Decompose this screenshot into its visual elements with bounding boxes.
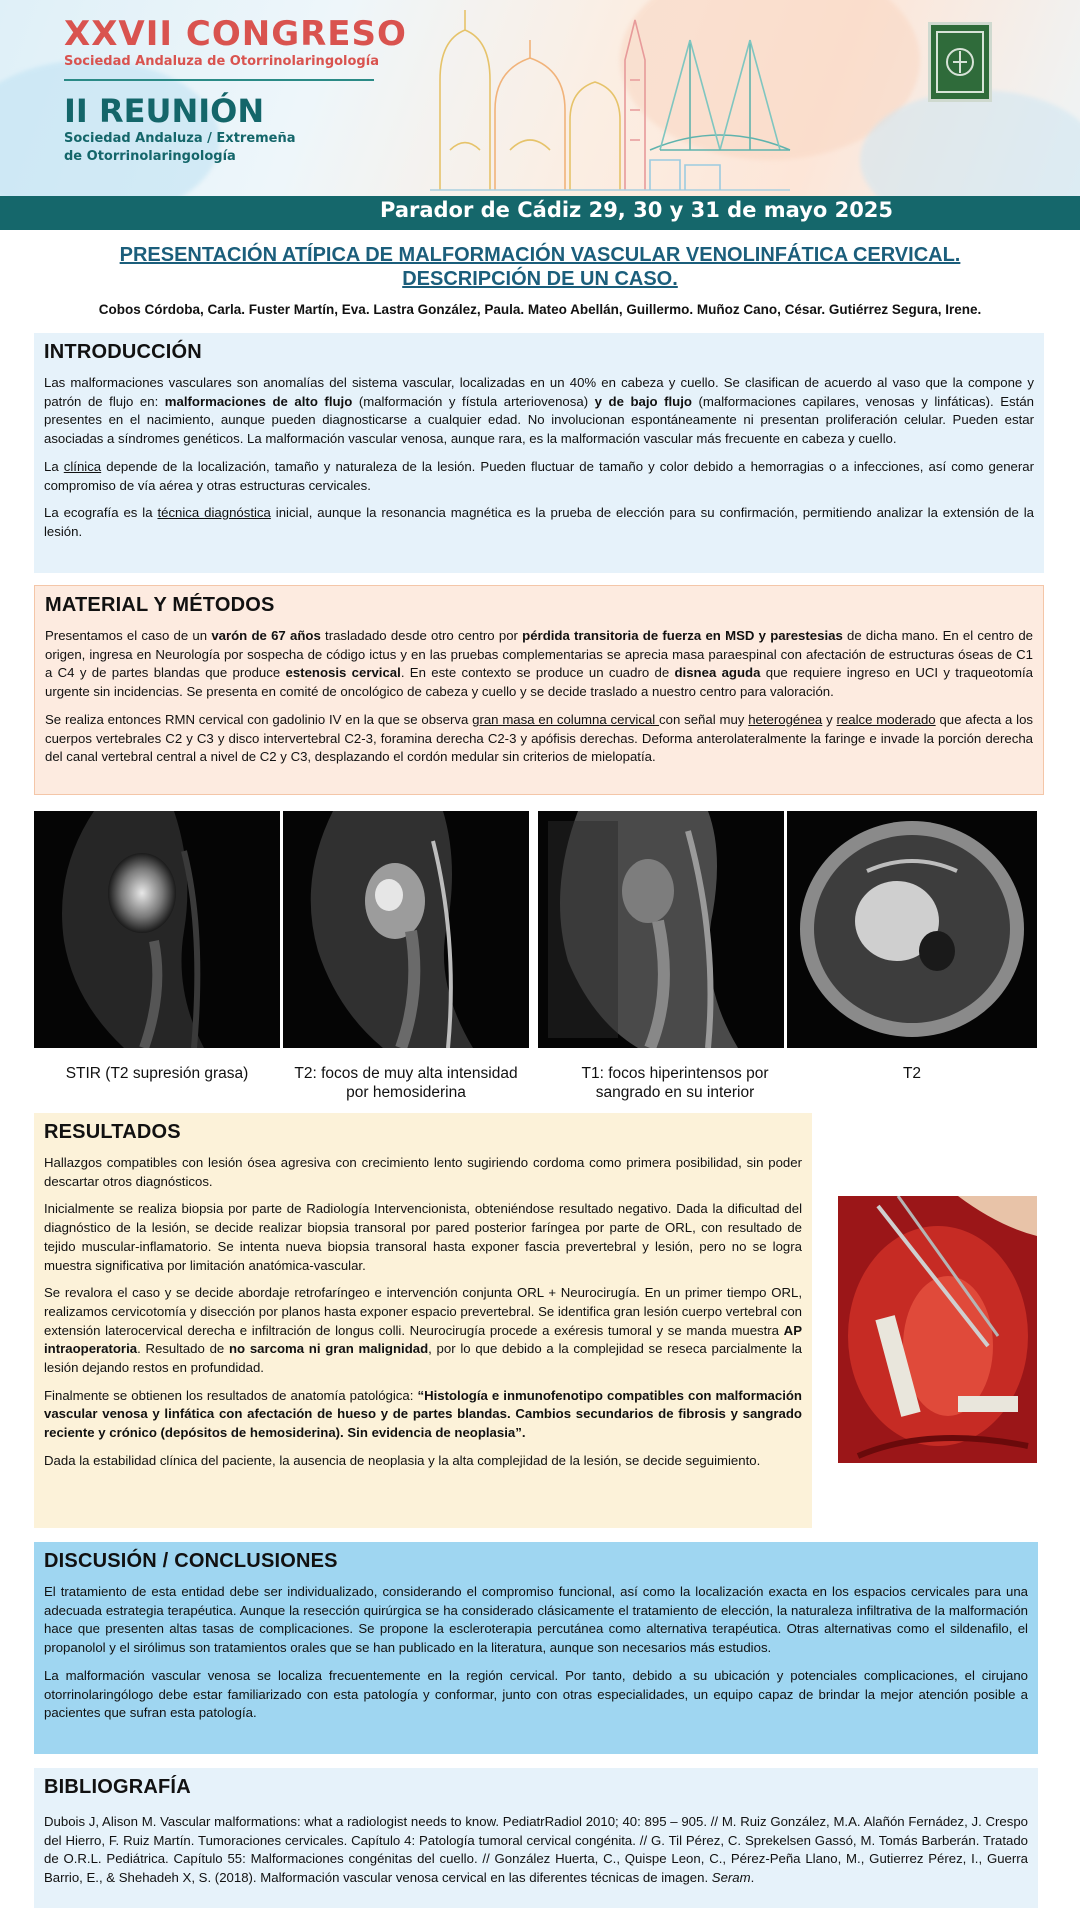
poster-title-line1: PRESENTACIÓN ATÍPICA DE MALFORMACIÓN VASCULAR VENOLINFÁTICA CERVICAL. (119, 244, 961, 266)
image-caption: T2: focos de muy alta intensidad por hemosiderina (294, 1065, 518, 1101)
meeting-subtitle-line1: Sociedad Andaluza / Extremeña (64, 131, 296, 146)
congress-subtitle: Sociedad Andaluza de Otorrinolaringología (64, 54, 379, 69)
poster-title-line2: DESCRIPCIÓN DE UN CASO. (402, 268, 678, 290)
society-seal-logo (928, 22, 992, 102)
results-paragraph: Inicialmente se realiza biopsia por parte de Radiología Intervencionista, obteniéndose resultado negativo. Dada la dificultad del diagnóstico de la lesión, se decide realizar biopsia transoral por pared posterior faríngea por parte de ORL, con resultado de tejido muscular-inflamatorio. Se intenta nueva biopsia transoral hasta exponer fascia prevertebral y lesión, pero no se logra muestra significativa por limitación anatómica-vascular. (44, 1201, 802, 1273)
discussion-paragraph: La malformación vascular venosa se localiza frecuentemente en la región cervical. Por tanto, debido a su ubicación y potenciales complicaciones, el cirujano otorrinolaringólogo debe estar familiarizado con esta patología y conformar, junto con otras especialidades, un equipo capaz de brindar la mejor atención posible a pacientes que sufran esta patología. (44, 1667, 1028, 1721)
introduction-paragraph: La clínica depende de la localización, tamaño y naturaleza de la lesión. Pueden fluctuar de tamaño y color debido a hemorragias o a infecciones, así como generar compromiso de vía aérea y otras estructuras cervicales. (44, 458, 1034, 493)
methods-heading: MATERIAL Y MÉTODOS (45, 594, 275, 616)
results-paragraph: Dada la estabilidad clínica del paciente, la ausencia de neoplasia y la alta complejidad de la lesión, se decide seguimiento. (44, 1452, 761, 1468)
bibliography-text: Dubois J, Alison M. Vascular malformations: what a radiologist needs to know. PediatrRadiol 2010; 40: 895 – 905. // M. Ruiz González, M.A. Alañón Fernádez, J. Crespo del Hierro, F. Ruiz Martín. Tumoraciones cervicales. Capítulo 4: Patología tumoral cervical congénita. // G. Til Pérez, C. Sprekelsen Gassó, M. Tomás Barberán. Tratado de O.R.L. Pediátrica. Capítulo 55: Malformaciones congénitas del cuello. // González Huerta, C., Quispe Leon, C., Pérez-Peña Llano, M., Gutierrez Pérez, I., Guerra Barrio, E., & Shehadeh X, S. (2018). Malformación vascular venosa cervical en las diferentes técnicas de imagen. Seram. (44, 1814, 1028, 1886)
discussion-heading: DISCUSIÓN / CONCLUSIONES (44, 1550, 338, 1572)
results-paragraph: Se revalora el caso y se decide abordaje retrofaríngeo e intervención conjunta ORL + Neurocirugía. En un primer tiempo ORL, realizamos cervicotomía y disección por planos hasta exponer espacio prevertebral. Se identifica gran lesión cuerpo vertebral con extensión laterocervical derecha e infiltración de longus colli. Neurocirugía procede a exéresis tumoral y se manda muestra AP intraoperatoria. Resultado de no sarcoma ni gran malignidad, por lo que debido a la complejidad se reseca parcialmente la lesión dejando restos en profundidad. (44, 1285, 802, 1376)
date-banner-text: Parador de Cádiz 29, 30 y 31 de mayo 2025 (380, 198, 894, 222)
seal-emblem-icon (934, 29, 986, 95)
bibliography-heading: BIBLIOGRAFÍA (44, 1776, 191, 1798)
meeting-title: II REUNIÓN (64, 92, 265, 130)
authors: Cobos Córdoba, Carla. Fuster Martín, Eva. Lastra González, Paula. Mateo Abellán, Guillermo. Muñoz Cano, César. Gutiérrez Segura, Irene. (98, 302, 982, 317)
results-paragraph: Hallazgos compatibles con lesión ósea agresiva con crecimiento lento sugiriendo cordoma como primera posibilidad, sin poder descartar otros diagnósticos. (44, 1155, 802, 1189)
poster-title (40, 243, 1040, 291)
introduction-paragraph: Las malformaciones vasculares son anomalías del sistema vascular, localizadas en un 40% en cabeza y cuello. Se clasifican de acuerdo al vaso que la compone y patrón de flujo en: malformaciones de alto flujo (malformación y fístula arteriovenosa) y de bajo flujo (malformaciones capilares, venosas y linfáticas). Están presentes en el nacimiento, aunque pueden diagnosticarse a cualquier edad. No involucionan espontáneamente ni presentan proliferación celular. Pueden estar asociadas a síndromes genéticos. La malformación vascular venosa, aunque rara, es la malformación vascular más frecuente en cabeza y cuello. (44, 375, 1034, 447)
introduction-section (34, 333, 1044, 573)
mri-image-t2-sagittal (283, 811, 529, 1048)
methods-paragraph: Presentamos el caso de un varón de 67 años trasladado desde otro centro por pérdida transitoria de fuerza en MSD y parestesias de dicha mano. En el centro de origen, ingresa en Neurología por sospecha de código ictus y en las pruebas complementarias se aprecia masa paraespinal con afectación de estructuras óseas de C1 a C4 y de partes blandas que produce estenosis cervical. En este contexto se produce un cuadro de disnea aguda que requiere ingreso en UCI y traqueotomía urgente sin incidencias. Se presenta en comité de oncológico de cabeza y cuello y se decide traslado a nuestro centro para valoración. (45, 628, 1033, 700)
introduction-heading: INTRODUCCIÓN (44, 341, 202, 363)
methods-section (34, 585, 1044, 795)
header-divider (64, 79, 374, 81)
results-heading: RESULTADOS (44, 1121, 181, 1143)
discussion-paragraph: El tratamiento de esta entidad debe ser individualizado, considerando el compromiso funcional, así como la localización exacta en los espacios cervicales para una adecuada estrategia terapéutica. Aunque la resección quirúrgica se ha considerado clásicamente el tratamiento de elección, la naturaleza infiltrativa de la malformación hace que presenten altas tasas de complicaciones. Se propone la escleroterapia percutánea como alternativa terapéutica. Otras alternativas como el sildenafilo, el propanolol y el sirólimus son tratamientos orales que se han publicado en la literatura, aunque son necesarios más estudios. (44, 1584, 1028, 1656)
image-caption: STIR (T2 supresión grasa) (65, 1065, 249, 1082)
introduction-paragraph: La ecografía es la técnica diagnóstica inicial, aunque la resonancia magnética es la prueba de elección para su confirmación, permitiendo analizar la extensión de la lesión. (44, 505, 1034, 539)
image-caption: T2 (902, 1065, 922, 1082)
bibliography-section (34, 1768, 1038, 1908)
surgical-photo (838, 1196, 1037, 1463)
meeting-subtitle (64, 130, 296, 166)
results-section (34, 1113, 812, 1528)
cadiz-skyline-illustration (420, 0, 800, 196)
congress-title: XXVII CONGRESO (64, 14, 407, 54)
mri-image-t1-sagittal (538, 811, 784, 1048)
methods-paragraph: Se realiza entonces RMN cervical con gadolinio IV en la que se observa gran masa en columna cervical con señal muy heterogénea y realce moderado que afecta a los cuerpos vertebrales C2 y C3 y disco intervertebral C2-3, foramina derecha C2-3 y apófisis derechas. Deforma anterolateralmente la faringe e invade la porción derecha del canal vertebral central a nivel de C2 y C3, desplazando el cordón medular sin criterios de mielopatía. (45, 711, 1034, 765)
meeting-subtitle-line2: de Otorrinolaringología (64, 149, 236, 164)
discussion-section (34, 1542, 1038, 1754)
mri-image-t2-axial (787, 811, 1037, 1048)
results-paragraph: Finalmente se obtienen los resultados de anatomía patológica: “Histología e inmunofenotipo compatibles con malformación vascular venosa y linfática con afectación de hueso y de partes blandas. Cambios secundarios de fibrosis y sangrado reciente y crónico (depósitos de hemosiderina). Sin evidencia de neoplasia”. (44, 1387, 802, 1441)
image-caption: T1: focos hiperintensos por sangrado en su interior (581, 1065, 769, 1101)
mri-image-stir (34, 811, 280, 1048)
